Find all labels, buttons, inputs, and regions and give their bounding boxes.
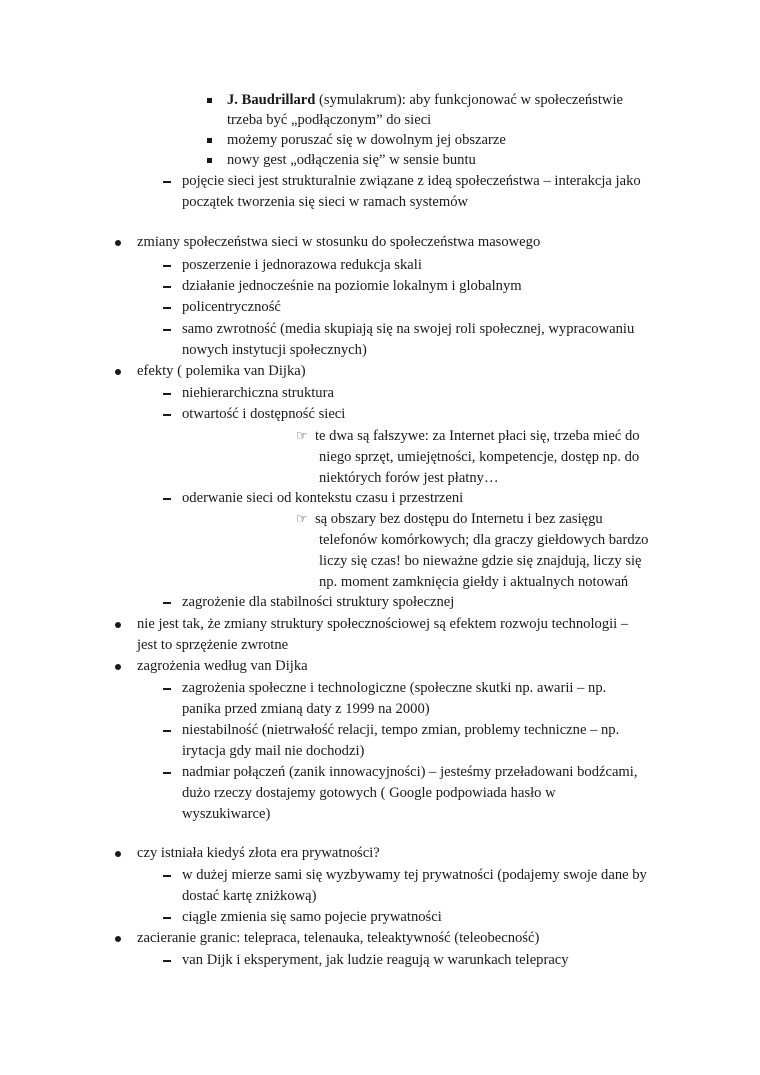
text-line: niehierarchiczna struktura bbox=[182, 385, 334, 401]
dash-bullet-icon bbox=[163, 286, 171, 288]
text-line: zacieranie granic: telepraca, telenauka, teleaktywność (teleobecność) bbox=[137, 930, 540, 946]
square-bullet-icon bbox=[207, 158, 212, 163]
text-line: poszerzenie i jednorazowa redukcja skali bbox=[182, 257, 422, 273]
text-line: telefonów komórkowych; dla graczy giełdowych bardzo bbox=[319, 532, 649, 548]
text-line: jest to sprzężenie zwrotne bbox=[137, 637, 289, 653]
text-line: wyszukiwarce) bbox=[182, 806, 271, 822]
square-bullet-icon bbox=[207, 138, 212, 143]
dash-bullet-icon bbox=[163, 498, 171, 500]
dash-bullet-icon bbox=[163, 307, 171, 309]
text-line: nowych instytucji społecznych) bbox=[182, 342, 367, 358]
dash-bullet-icon bbox=[163, 917, 171, 919]
text-line: niego sprzęt, umiejętności, kompetencje, dostęp np. do bbox=[319, 449, 640, 465]
text-line: irytacja gdy mail nie dochodzi) bbox=[182, 743, 365, 759]
text-line: zagrożenie dla stabilności struktury społecznej bbox=[182, 594, 455, 610]
dash-bullet-icon bbox=[163, 329, 171, 331]
text-line: zagrożenia społeczne i technologiczne (społeczne skutki np. awarii – np. bbox=[182, 680, 607, 696]
text-line: są obszary bez dostępu do Internetu i bez zasięgu bbox=[315, 511, 603, 527]
text-line: dużo rzeczy dostajemy gotowych ( Google podpowiada hasło w bbox=[182, 785, 556, 801]
dash-bullet-icon bbox=[163, 602, 171, 604]
author-name: J. Baudrillard bbox=[227, 92, 316, 108]
text-line: otwartość i dostępność sieci bbox=[182, 406, 346, 422]
round-bullet-icon bbox=[115, 240, 121, 246]
text-line: pojęcie sieci jest strukturalnie związane z ideą społeczeństwa – interakcja jako bbox=[182, 173, 641, 189]
text-line bbox=[227, 90, 623, 110]
round-bullet-icon bbox=[115, 622, 121, 628]
dash-bullet-icon bbox=[163, 730, 171, 732]
text-line: trzeba być „podłączonym” do sieci bbox=[227, 112, 432, 128]
text-line: czy istniała kiedyś złota era prywatności? bbox=[137, 845, 380, 861]
text-line: np. moment zamknięcia giełdy i aktualnych notowań bbox=[319, 574, 629, 590]
text-line: samo zwrotność (media skupiają się na swojej roli społecznej, wypracowaniu bbox=[182, 321, 635, 337]
square-bullet-icon bbox=[207, 98, 212, 103]
round-bullet-icon bbox=[115, 664, 121, 670]
round-bullet-icon bbox=[115, 851, 121, 857]
dash-bullet-icon bbox=[163, 960, 171, 962]
text-line: van Dijk i eksperyment, jak ludzie reagują w warunkach telepracy bbox=[182, 952, 569, 968]
text-line: zagrożenia według van Dijka bbox=[137, 658, 308, 674]
pointing-hand-icon: ☞ bbox=[296, 428, 308, 443]
pointing-hand-icon: ☞ bbox=[296, 511, 308, 526]
text-line: dostać kartę zniżkową) bbox=[182, 888, 317, 904]
text-line: oderwanie sieci od kontekstu czasu i przestrzeni bbox=[182, 490, 464, 506]
dash-bullet-icon bbox=[163, 688, 171, 690]
text-line: możemy poruszać się w dowolnym jej obszarze bbox=[227, 132, 506, 148]
text-line: ciągle zmienia się samo pojecie prywatności bbox=[182, 909, 442, 925]
text-line: nadmiar połączeń (zanik innowacyjności) – jesteśmy przeładowani bodźcami, bbox=[182, 764, 638, 780]
text-fragment: (symulakrum): aby funkcjonować w społeczeństwie bbox=[315, 92, 623, 108]
text-line: niektórych forów jest płatny… bbox=[319, 470, 499, 486]
text-line: panika przed zmianą daty z 1999 na 2000) bbox=[182, 701, 430, 717]
text-line: początek tworzenia się sieci w ramach systemów bbox=[182, 194, 469, 210]
text-line: działanie jednocześnie na poziomie lokalnym i globalnym bbox=[182, 278, 522, 294]
text-line: w dużej mierze sami się wyzbywamy tej prywatności (podajemy swoje dane by bbox=[182, 867, 647, 883]
text-line: nie jest tak, że zmiany struktury społecznościowej są efektem rozwoju technologii – bbox=[137, 616, 629, 632]
text-line: nowy gest „odłączenia się” w sensie buntu bbox=[227, 152, 476, 168]
dash-bullet-icon bbox=[163, 772, 171, 774]
text-line: zmiany społeczeństwa sieci w stosunku do społeczeństwa masowego bbox=[137, 234, 541, 250]
dash-bullet-icon bbox=[163, 393, 171, 395]
text-line: liczy się czas! bo nieważne gdzie się znajdują, liczy się bbox=[319, 553, 642, 569]
dash-bullet-icon bbox=[163, 414, 171, 416]
dash-bullet-icon bbox=[163, 265, 171, 267]
text-line: efekty ( polemika van Dijka) bbox=[137, 363, 306, 379]
round-bullet-icon bbox=[115, 936, 121, 942]
round-bullet-icon bbox=[115, 369, 121, 375]
text-line: niestabilność (nietrwałość relacji, tempo zmian, problemy techniczne – np. bbox=[182, 722, 620, 738]
dash-bullet-icon bbox=[163, 181, 171, 183]
text-line: te dwa są fałszywe: za Internet płaci się, trzeba mieć do bbox=[315, 428, 640, 444]
dash-bullet-icon bbox=[163, 875, 171, 877]
text-line: policentryczność bbox=[182, 299, 281, 315]
